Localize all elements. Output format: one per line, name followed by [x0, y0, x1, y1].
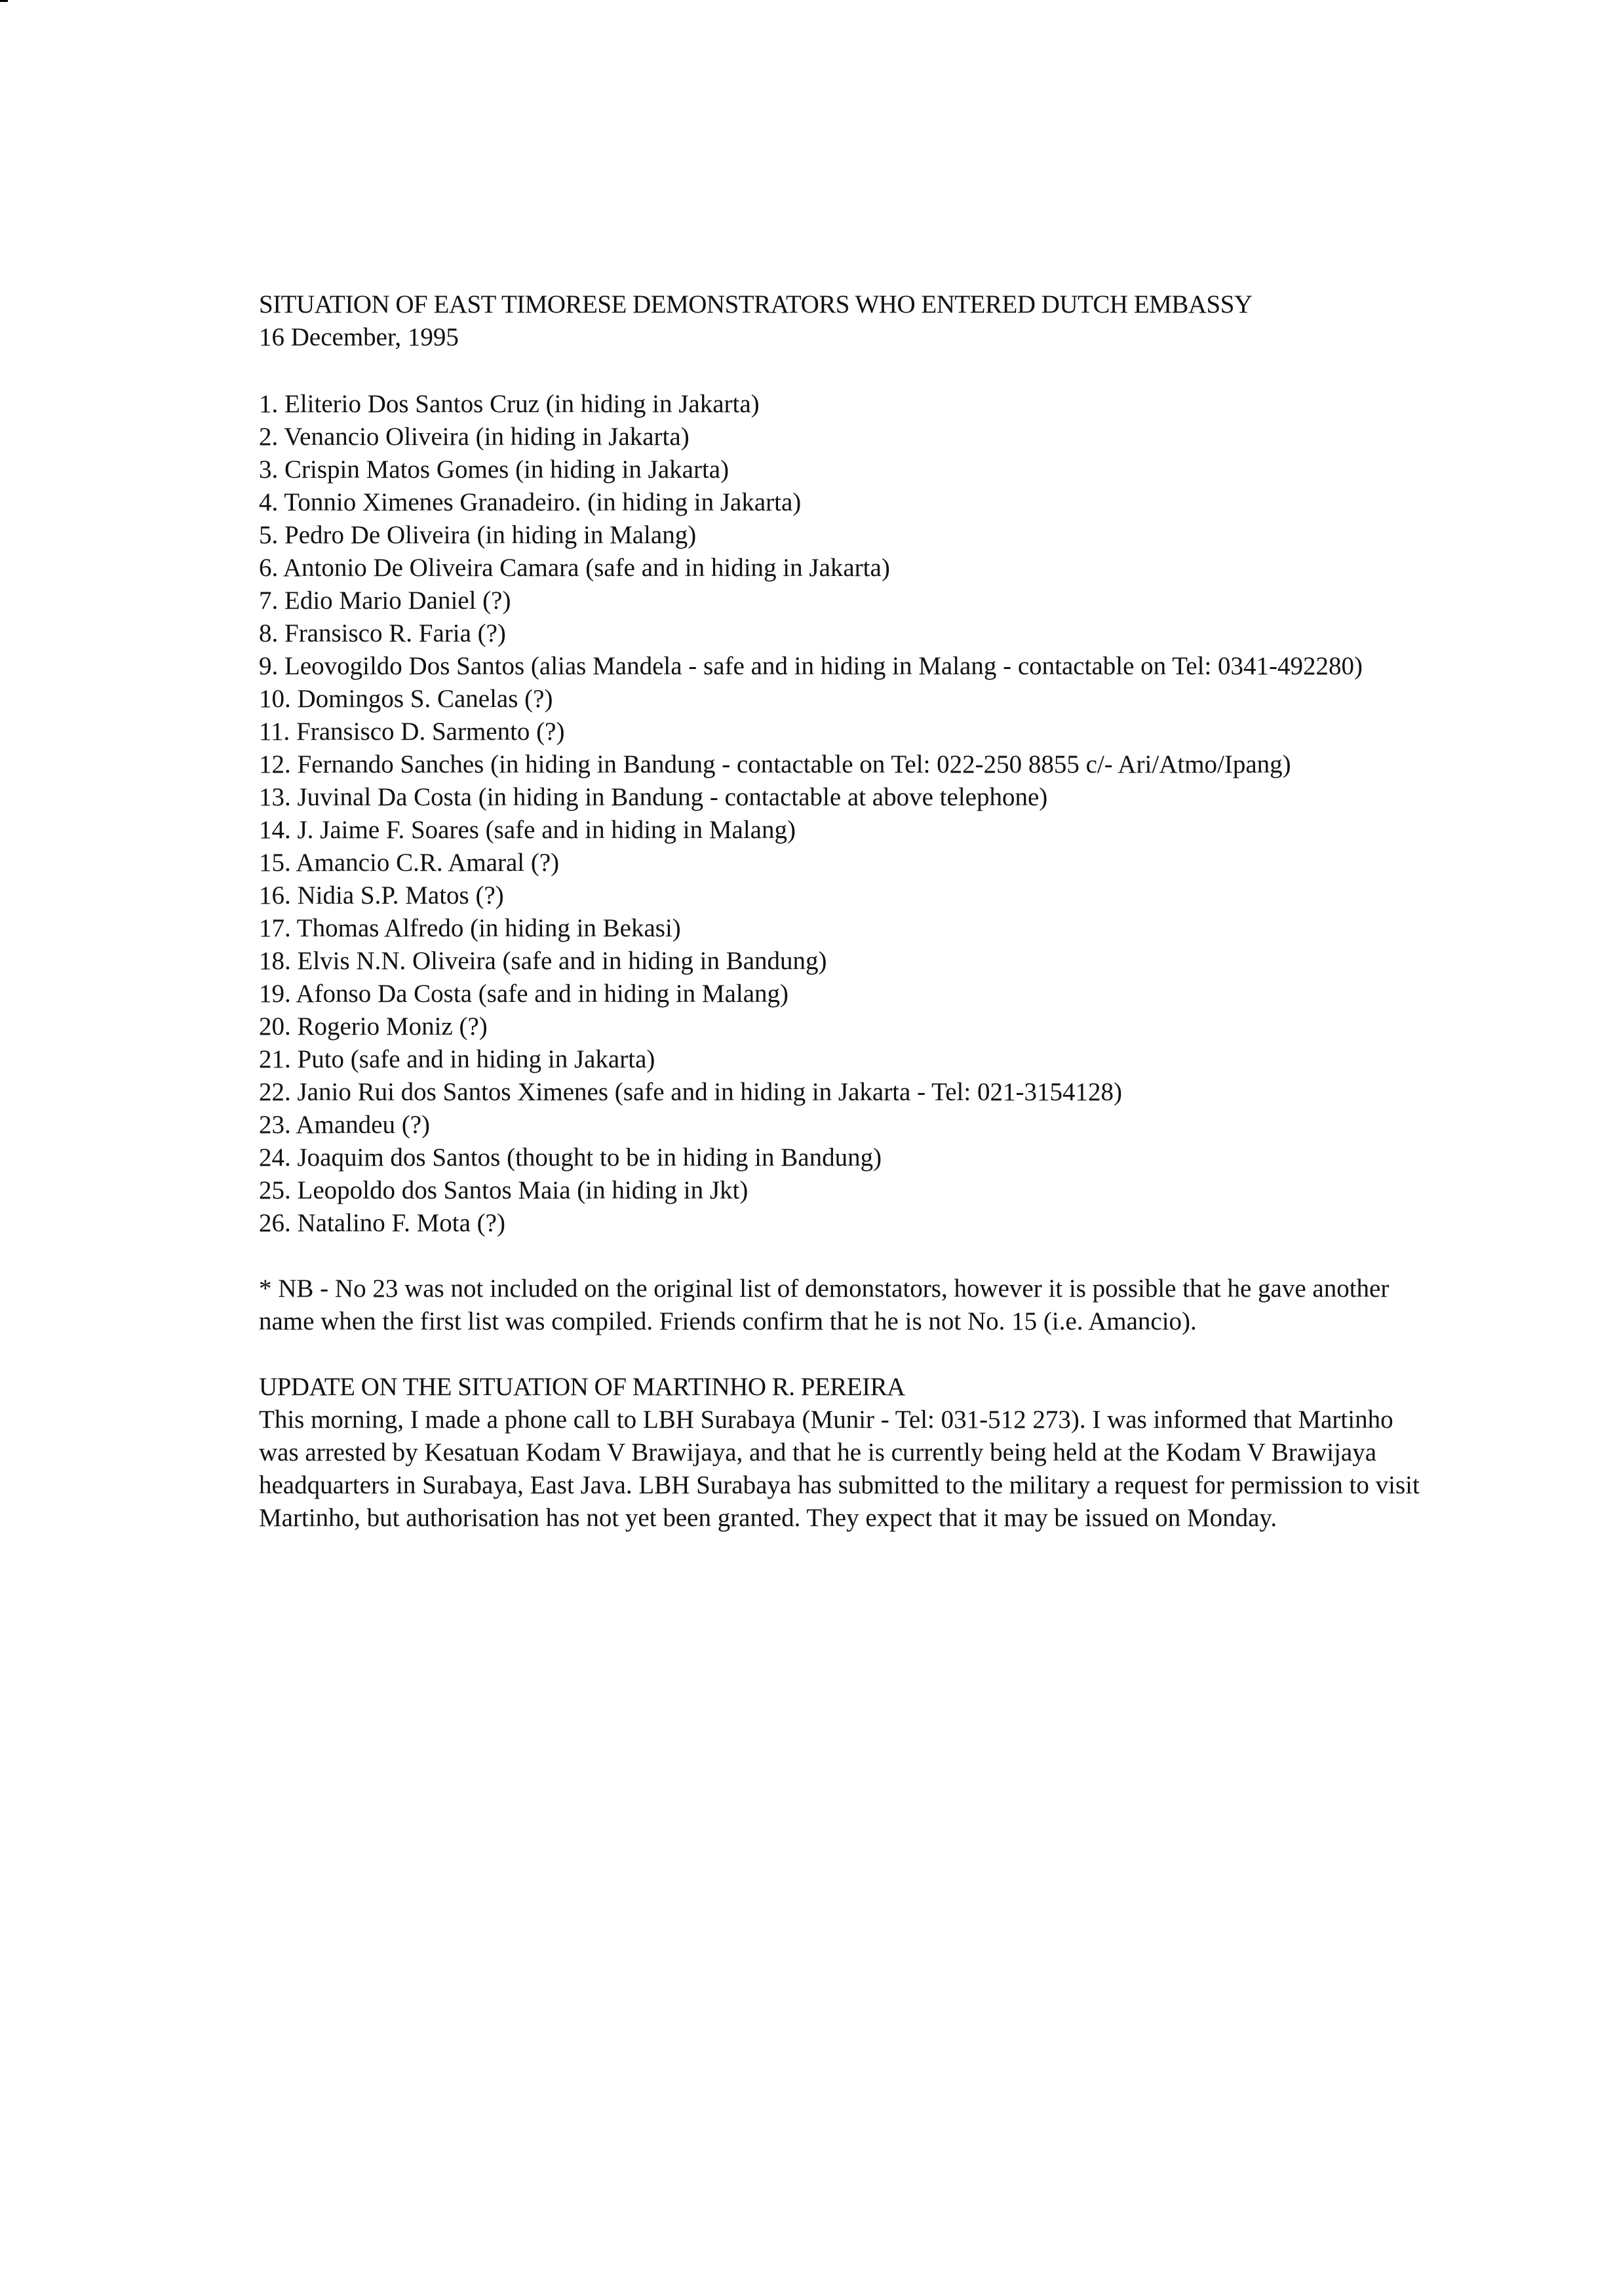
list-item-number: 2.	[259, 423, 279, 451]
list-item	[259, 1010, 1426, 1043]
list-item-number: 14.	[259, 816, 291, 844]
list-item	[259, 748, 1426, 781]
list-item-text: Rogerio Moniz (?)	[297, 1012, 488, 1041]
list-item-number: 20.	[259, 1012, 291, 1041]
list-item	[259, 1174, 1426, 1207]
update-paragraph: This morning, I made a phone call to LBH Surabaya (Munir - Tel: 031-512 273). I was informed that Martinho was arrested by Kesatuan Kodam V Brawijaya, and that he is currently being held at the Kodam V Brawijaya headquarters in Surabaya, East Java. LBH Surabaya has submitted to the military a request for permission to visit Martinho, but authorisation has not yet been granted. They expect that it may be issued on Monday.	[259, 1406, 1420, 1532]
list-item-text: Leovogildo Dos Santos (alias Mandela - safe and in hiding in Malang - contactable on Tel: 0341-492280)	[284, 652, 1363, 680]
list-item-text: Pedro De Oliveira (in hiding in Malang)	[284, 521, 697, 549]
list-item-text: Puto (safe and in hiding in Jakarta)	[297, 1045, 655, 1073]
note-paragraph: * NB - No 23 was not included on the original list of demonstators, however it is possible that he gave another name when the first list was compiled. Friends confirm that he is not No. 15 (i.e. Amancio).	[259, 1274, 1390, 1335]
list-item	[259, 650, 1426, 683]
list-item	[259, 716, 1426, 748]
list-item-number: 18.	[259, 947, 291, 975]
list-item-number: 12.	[259, 750, 291, 778]
list-item-number: 19.	[259, 980, 291, 1008]
document-body	[259, 288, 1426, 1535]
list-item-text: Nidia S.P. Matos (?)	[297, 881, 504, 909]
list-item	[259, 519, 1426, 552]
list-item-text: Amandeu (?)	[296, 1111, 431, 1139]
list-item	[259, 552, 1426, 584]
list-item	[259, 1109, 1426, 1141]
list-item	[259, 945, 1426, 978]
list-item	[259, 683, 1426, 716]
list-item-number: 25.	[259, 1176, 291, 1204]
list-item-text: Eliterio Dos Santos Cruz (in hiding in Jakarta)	[284, 390, 760, 418]
list-item-number: 13.	[259, 783, 291, 811]
list-item-number: 1.	[259, 390, 279, 418]
list-item-number: 8.	[259, 619, 279, 647]
list-item	[259, 1043, 1426, 1076]
list-item	[259, 814, 1426, 847]
list-item-number: 22.	[259, 1078, 291, 1106]
list-item	[259, 781, 1426, 814]
list-item-number: 6.	[259, 554, 279, 582]
list-item-number: 9.	[259, 652, 279, 680]
list-item-number: 23.	[259, 1111, 291, 1139]
list-item-text: Fransisco R. Faria (?)	[284, 619, 506, 647]
list-item	[259, 388, 1426, 421]
list-item-number: 5.	[259, 521, 279, 549]
list-item-text: Janio Rui dos Santos Ximenes (safe and in hiding in Jakarta - Tel: 021-3154128)	[297, 1078, 1122, 1106]
list-item	[259, 847, 1426, 879]
spacer	[259, 1240, 1426, 1272]
list-item-number: 17.	[259, 914, 291, 942]
list-item-text: J. Jaime F. Soares (safe and in hiding in Malang)	[297, 816, 796, 844]
list-item-number: 24.	[259, 1143, 291, 1172]
list-item-number: 15.	[259, 849, 291, 877]
list-item-number: 21.	[259, 1045, 291, 1073]
list-item	[259, 1207, 1426, 1240]
list-item	[259, 879, 1426, 912]
list-item-number: 7.	[259, 586, 279, 615]
list-item-text: Crispin Matos Gomes (in hiding in Jakarta)	[284, 455, 730, 484]
list-item-text: Venancio Oliveira (in hiding in Jakarta)	[284, 423, 690, 451]
list-item-text: Fransisco D. Sarmento (?)	[296, 718, 565, 746]
list-item-text: Juvinal Da Costa (in hiding in Bandung - contactable at above telephone)	[297, 783, 1048, 811]
list-item-text: Leopoldo dos Santos Maia (in hiding in Jkt)	[297, 1176, 749, 1204]
list-item-text: Amancio C.R. Amaral (?)	[296, 849, 560, 877]
list-item-number: 10.	[259, 685, 291, 713]
list-item-text: Natalino F. Mota (?)	[297, 1209, 505, 1237]
list-item-number: 3.	[259, 455, 279, 484]
spacer	[259, 1338, 1426, 1371]
list-item-number: 26.	[259, 1209, 291, 1237]
list-item-text: Thomas Alfredo (in hiding in Bekasi)	[296, 914, 681, 942]
list-item	[259, 1076, 1426, 1109]
demonstrator-list	[259, 388, 1426, 1240]
list-item-text: Antonio De Oliveira Camara (safe and in hiding in Jakarta)	[282, 554, 890, 582]
list-item-text: Edio Mario Daniel (?)	[284, 586, 511, 615]
list-item	[259, 978, 1426, 1010]
list-item-text: Fernando Sanches (in hiding in Bandung - contactable on Tel: 022-250 8855 c/- Ari/Atmo/Ipang)	[297, 750, 1291, 778]
list-item	[259, 421, 1426, 453]
list-item	[259, 486, 1426, 519]
list-item	[259, 1141, 1426, 1174]
list-item-number: 4.	[259, 488, 279, 516]
document-date: 16 December, 1995	[259, 323, 459, 351]
list-item-text: Afonso Da Costa (safe and in hiding in Malang)	[296, 980, 789, 1008]
list-item	[259, 912, 1426, 945]
list-item	[259, 453, 1426, 486]
scan-corner-mark	[0, 0, 8, 2]
list-item	[259, 584, 1426, 617]
list-item-text: Elvis N.N. Oliveira (safe and in hiding in Bandung)	[297, 947, 827, 975]
list-item-text: Tonnio Ximenes Granadeiro. (in hiding in Jakarta)	[284, 488, 802, 516]
list-item-text: Joaquim dos Santos (thought to be in hiding in Bandung)	[297, 1143, 882, 1172]
list-item-number: 11.	[259, 718, 290, 746]
list-item-text: Domingos S. Canelas (?)	[297, 685, 553, 713]
document-title: SITUATION OF EAST TIMORESE DEMONSTRATORS WHO ENTERED DUTCH EMBASSY	[259, 290, 1253, 318]
update-heading: UPDATE ON THE SITUATION OF MARTINHO R. PEREIRA	[259, 1373, 905, 1401]
list-item	[259, 617, 1426, 650]
list-item-number: 16.	[259, 881, 291, 909]
